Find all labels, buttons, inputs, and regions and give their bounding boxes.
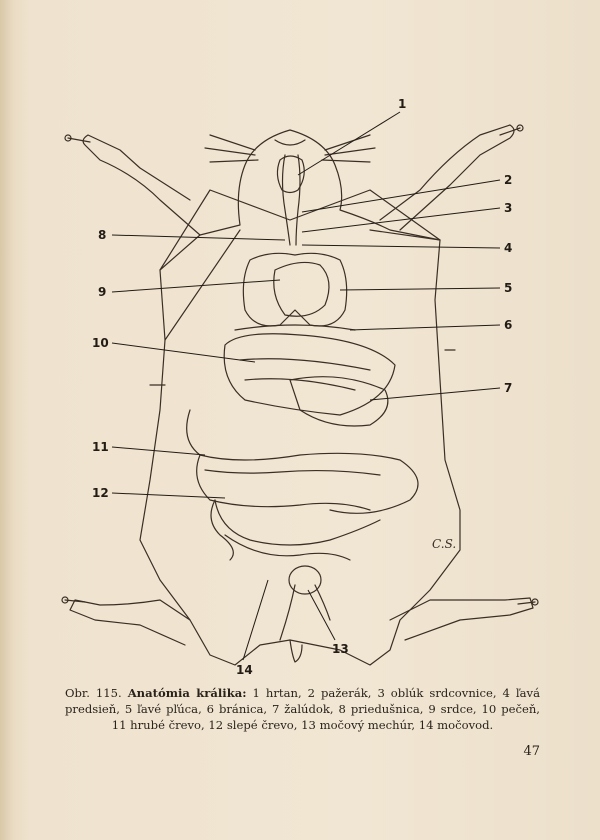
callout-3: 3 xyxy=(504,201,513,215)
callout-8: 8 xyxy=(98,228,107,242)
callout-2: 2 xyxy=(504,173,513,187)
artist-signature: C.S. xyxy=(432,537,457,551)
figure-legend-text: 1 hrtan, 2 pažerák, 3 oblúk srdcovnice, 4 ľavá predsieň, 5 ľavé pľúca, 6 bránica, 7 žalúdok, 8 priedušnica, 9 srdce, 10 pečeň, 11 hrubé črevo, 12 slepé črevo, 13 močový mechúr, 14 močovod. xyxy=(65,686,540,732)
callout-1: 1 xyxy=(398,97,407,111)
callout-leader-lines xyxy=(112,112,500,660)
page-number: 47 xyxy=(523,744,540,759)
callout-13: 13 xyxy=(332,642,349,656)
callout-6: 6 xyxy=(504,318,513,332)
figure-number: Obr. 115. xyxy=(65,686,122,700)
rabbit-anatomy-figure xyxy=(40,80,560,680)
callout-5: 5 xyxy=(504,281,513,295)
callout-10: 10 xyxy=(92,336,109,350)
callout-4: 4 xyxy=(504,241,513,255)
callout-7: 7 xyxy=(504,381,513,395)
figure-caption xyxy=(65,685,540,733)
figure-title: Anatómia králika: xyxy=(127,686,247,700)
callout-12: 12 xyxy=(92,486,109,500)
callout-14: 14 xyxy=(236,663,253,677)
rabbit-anatomy-illustration xyxy=(40,80,560,680)
callout-11: 11 xyxy=(92,440,109,454)
callout-9: 9 xyxy=(98,285,107,299)
